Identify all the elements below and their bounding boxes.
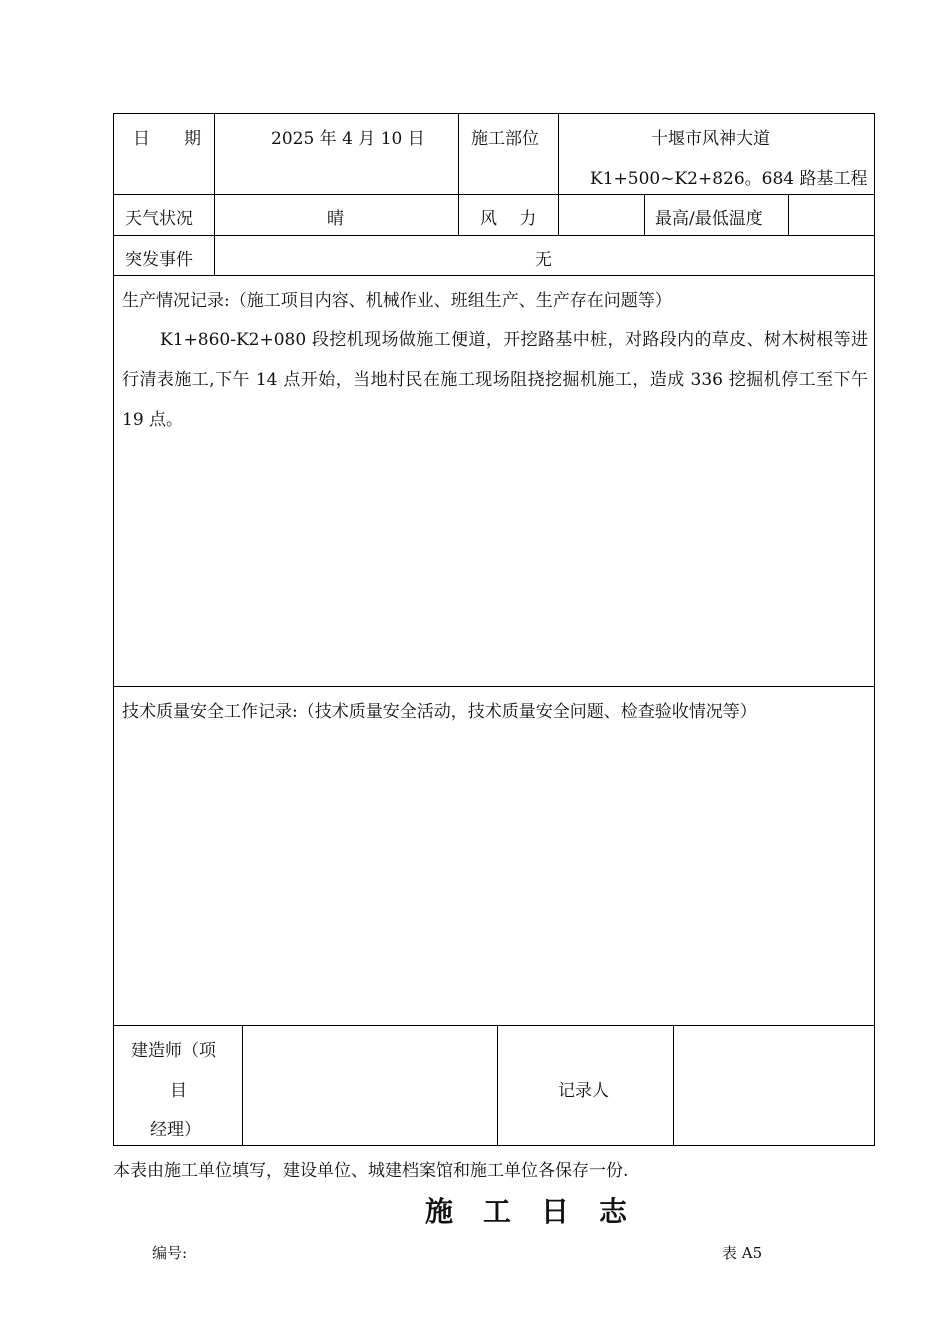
table-bottom-border [113,1145,875,1146]
table-top-border [113,113,875,114]
form-code: 表 A5 [722,1244,763,1262]
recorder-label: 记录人 [558,1081,609,1101]
temperature-label: 最高/最低温度 [655,209,763,229]
number-label: 编号: [152,1244,188,1262]
col-divider-mid1 [458,113,459,236]
date-label: 日 期 [133,129,201,149]
production-text: K1+860-K2+080 段挖机现场做施工便道，开挖路基中桩，对路段内的草皮、树木树根等进行清表施工,下午 14 点开始，当地村民在施工现场阻挠挖掘机施工，造成 336 挖掘机停工至下午 19 点。 [122,330,868,430]
weather-value: 晴 [327,209,344,229]
row-divider-1 [113,194,875,195]
weather-label: 天气状况 [125,209,193,229]
row-divider-3 [113,275,875,276]
constructor-label-line3: 经理） [150,1120,201,1140]
tech-quality-heading: 技术质量安全工作记录:（技术质量安全活动，技术质量安全问题、检查验收情况等） [122,702,757,722]
wind-label: 风 力 [480,209,537,229]
col-divider-temp-value [788,194,789,236]
col-divider-temp-label [644,194,645,236]
site-label: 施工部位 [471,129,539,149]
col-divider-sign1 [242,1025,243,1146]
constructor-label-line2: 目 [170,1081,187,1101]
incident-label: 突发事件 [125,250,193,270]
document-title: 施工日志 [425,1195,658,1228]
col-divider-label [214,113,215,276]
site-value-line1: 十堰市风神大道 [651,129,770,149]
footer-note: 本表由施工单位填写，建设单位、城建档案馆和施工单位各保存一份. [113,1161,629,1181]
table-left-border [113,113,114,1146]
incident-value: 无 [535,250,552,270]
row-divider-4 [113,686,875,687]
row-divider-2 [113,235,875,236]
production-heading: 生产情况记录:（施工项目内容、机械作业、班组生产、生产存在问题等） [122,291,672,311]
constructor-label-line1: 建造师（项 [131,1041,216,1061]
table-right-border [874,113,875,1146]
site-value-line2: K1+500~K2+826。684 路基工程 [590,169,868,189]
col-divider-mid2 [558,113,559,236]
date-value: 2025 年 4 月 10 日 [271,129,425,149]
col-divider-sign2 [497,1025,498,1146]
row-divider-5 [113,1025,875,1026]
col-divider-sign3 [673,1025,674,1146]
